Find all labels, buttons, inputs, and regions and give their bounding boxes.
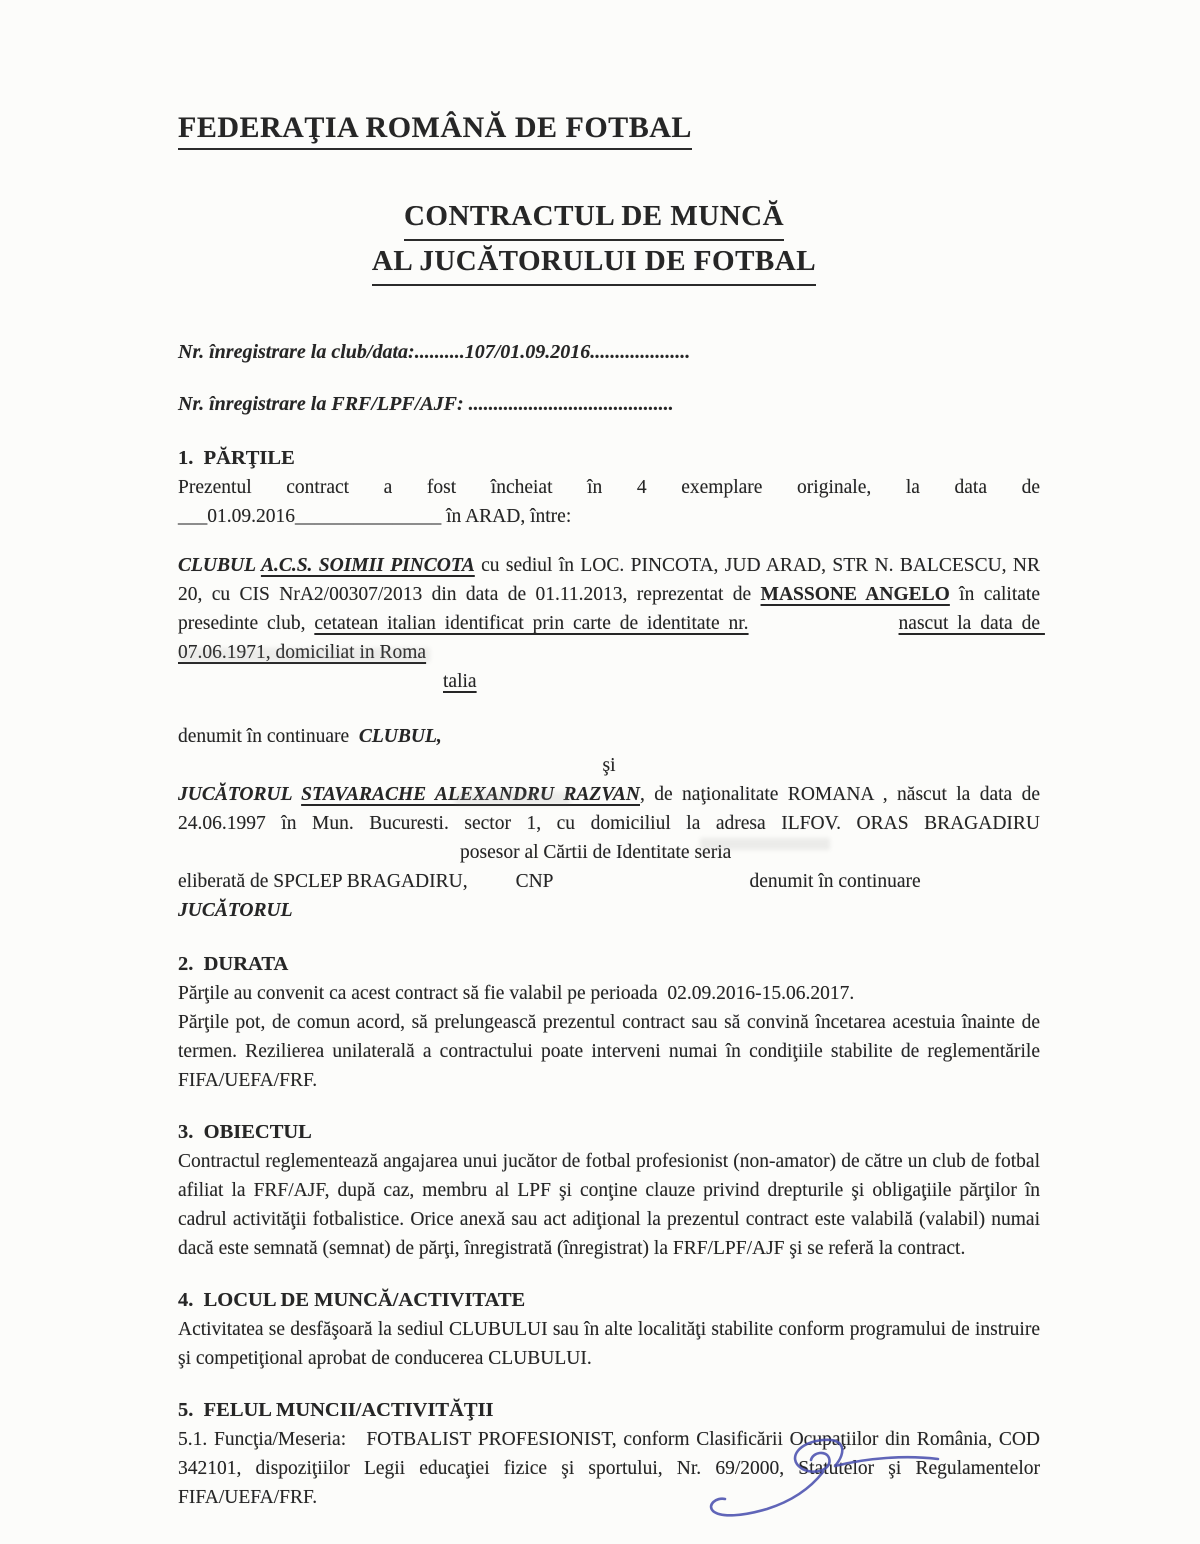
section-5-heading: 5. FELUL MUNCII/ACTIVITĂŢII bbox=[178, 1399, 494, 1421]
date-location-text: în ARAD, între: bbox=[441, 506, 572, 527]
representative-identity-text: cetatean italian identificat prin carte de identitate nr. bbox=[314, 613, 749, 634]
player-alias-text: denumit în continuare bbox=[749, 871, 921, 892]
section-1-intro-line: Prezentul contract a fost încheiat în 4 exemplare originale, la data de bbox=[178, 477, 1040, 498]
conjunction-text: şi bbox=[602, 755, 616, 776]
section-2-paragraph-1: Părţile au convenit ca acest contract să fie valabil pe perioada 02.09.2016-15.06.2017. bbox=[178, 983, 855, 1004]
player-label: JUCĂTORUL bbox=[178, 784, 302, 805]
representative-role-text: în calitate presedinte club, bbox=[178, 584, 1045, 634]
player-details-text: , de naţionalitate ROMANA , născut la data de 24.06.1997 în Mun. Bucuresti. sector 1, cu domiciliul la adresa ILFOV. ORAS BRAGADIRU bbox=[178, 784, 1045, 834]
section-3-paragraph: Contractul reglementează angajarea unui jucător de fotbal profesionist (non-amator) de către un club de fotbal afiliat la FRF/AJF, după caz, membru al LPF şi conţine clauze privind drepturile şi obligaţiile părţilor în cadrul activităţii fotbalistice. Orice anexă sau act adiţional la prezentul contract este valabilă (valabil) numai dacă este semnată (semnat) de părţi, înregistrată (înregistrat) la FRF/LPF/AJF şi se referă la contract. bbox=[178, 1151, 1045, 1259]
club-alias-name: CLUBUL, bbox=[358, 726, 442, 747]
section-2-heading: 2. DURATA bbox=[178, 953, 289, 975]
section-3-heading: 3. OBIECTUL bbox=[178, 1121, 312, 1143]
section-4-paragraph: Activitatea se desfăşoară la sediul CLUBULUI sau în alte localităţi stabilite conform programului de instruire şi competiţional aprobat de conducerea CLUBULUI. bbox=[178, 1319, 1045, 1369]
club-label: CLUBUL bbox=[178, 555, 261, 576]
document-title bbox=[178, 196, 1010, 286]
club-address-text: cu sediul în LOC. PINCOTA, JUD ARAD, STR N. BALCESCU, NR 20, cu CIS NrA2/00307/2013 din data de 01.11.2013, reprezentat de bbox=[178, 555, 1045, 605]
redacted-cnp-gap bbox=[554, 886, 750, 887]
redacted-series-gap bbox=[468, 886, 516, 887]
cnp-label: CNP bbox=[515, 871, 554, 892]
document-title-line2: AL JUCĂTORULUI DE FOTBAL bbox=[372, 241, 816, 286]
signature bbox=[695, 1428, 945, 1538]
contract-date: 01.09.2016 bbox=[207, 506, 295, 527]
redacted-address-gap bbox=[178, 857, 460, 858]
date-underscore-pre: ___ bbox=[178, 506, 208, 527]
registration-frf-line: Nr. înregistrare la FRF/LPF/AJF: ......................................... bbox=[178, 393, 674, 415]
representative-birth-text: nascut la data de 07.06.1971, domiciliat in Roma bbox=[178, 613, 1045, 663]
club-name: A.C.S. SOIMII PINCOTA bbox=[260, 555, 475, 576]
club-paragraph-country-fragment: talia bbox=[443, 671, 477, 692]
federation-title bbox=[178, 110, 1040, 150]
player-id-issuer-text: eliberată de SPCLEP BRAGADIRU, bbox=[178, 871, 468, 892]
section-2-paragraph-2: Părţile pot, de comun acord, să prelungească prezentul contract sau să convină încetarea acestuia înainte de termen. Rezilierea unilaterală a contractului poate interveni numai în condiţiile stabilite de reglementările FIFA/UEFA/FRF. bbox=[178, 1012, 1045, 1091]
redacted-id-number-gap bbox=[749, 628, 899, 629]
player-id-card-text: posesor al Cărtii de Identitate seria bbox=[460, 842, 732, 863]
player-paragraph bbox=[178, 780, 1045, 925]
club-alias-text: denumit în continuare bbox=[178, 726, 359, 747]
date-underscore-post: _______________ bbox=[295, 506, 442, 527]
scan-artifact bbox=[455, 792, 570, 805]
scan-artifact bbox=[700, 838, 830, 850]
section-1-heading: 1. PĂRŢILE bbox=[178, 447, 295, 469]
section-4-heading: 4. LOCUL DE MUNCĂ/ACTIVITATE bbox=[178, 1289, 526, 1311]
signature-stroke bbox=[711, 1440, 938, 1516]
conjunction-line bbox=[178, 751, 1040, 780]
section-1-date-line bbox=[178, 502, 1040, 531]
federation-title-text: FEDERAŢIA ROMÂNĂ DE FOTBAL bbox=[178, 110, 692, 150]
document-title-line1: CONTRACTUL DE MUNCĂ bbox=[404, 196, 784, 241]
registration-club-line: Nr. înregistrare la club/data:..........107/01.09.2016.................... bbox=[178, 341, 691, 363]
section-5-paragraph: 5.1. Funcţia/Meseria: FOTBALIST PROFESIONIST, conform Clasificării Ocupaţiilor din România, COD 342101, dispoziţiilor Legii educaţiei fizice şi sportului, Nr. 69/2000, Statutelor şi Regulamentelor FIFA/UEFA/FRF. bbox=[178, 1429, 1045, 1508]
club-alias-line bbox=[178, 722, 1040, 751]
scan-artifact bbox=[180, 648, 430, 662]
player-alias-name: JUCĂTORUL bbox=[178, 900, 293, 921]
player-name: STAVARACHE ALEXANDRU RAZVAN bbox=[301, 784, 640, 805]
club-representative-name: MASSONE ANGELO bbox=[760, 584, 950, 605]
